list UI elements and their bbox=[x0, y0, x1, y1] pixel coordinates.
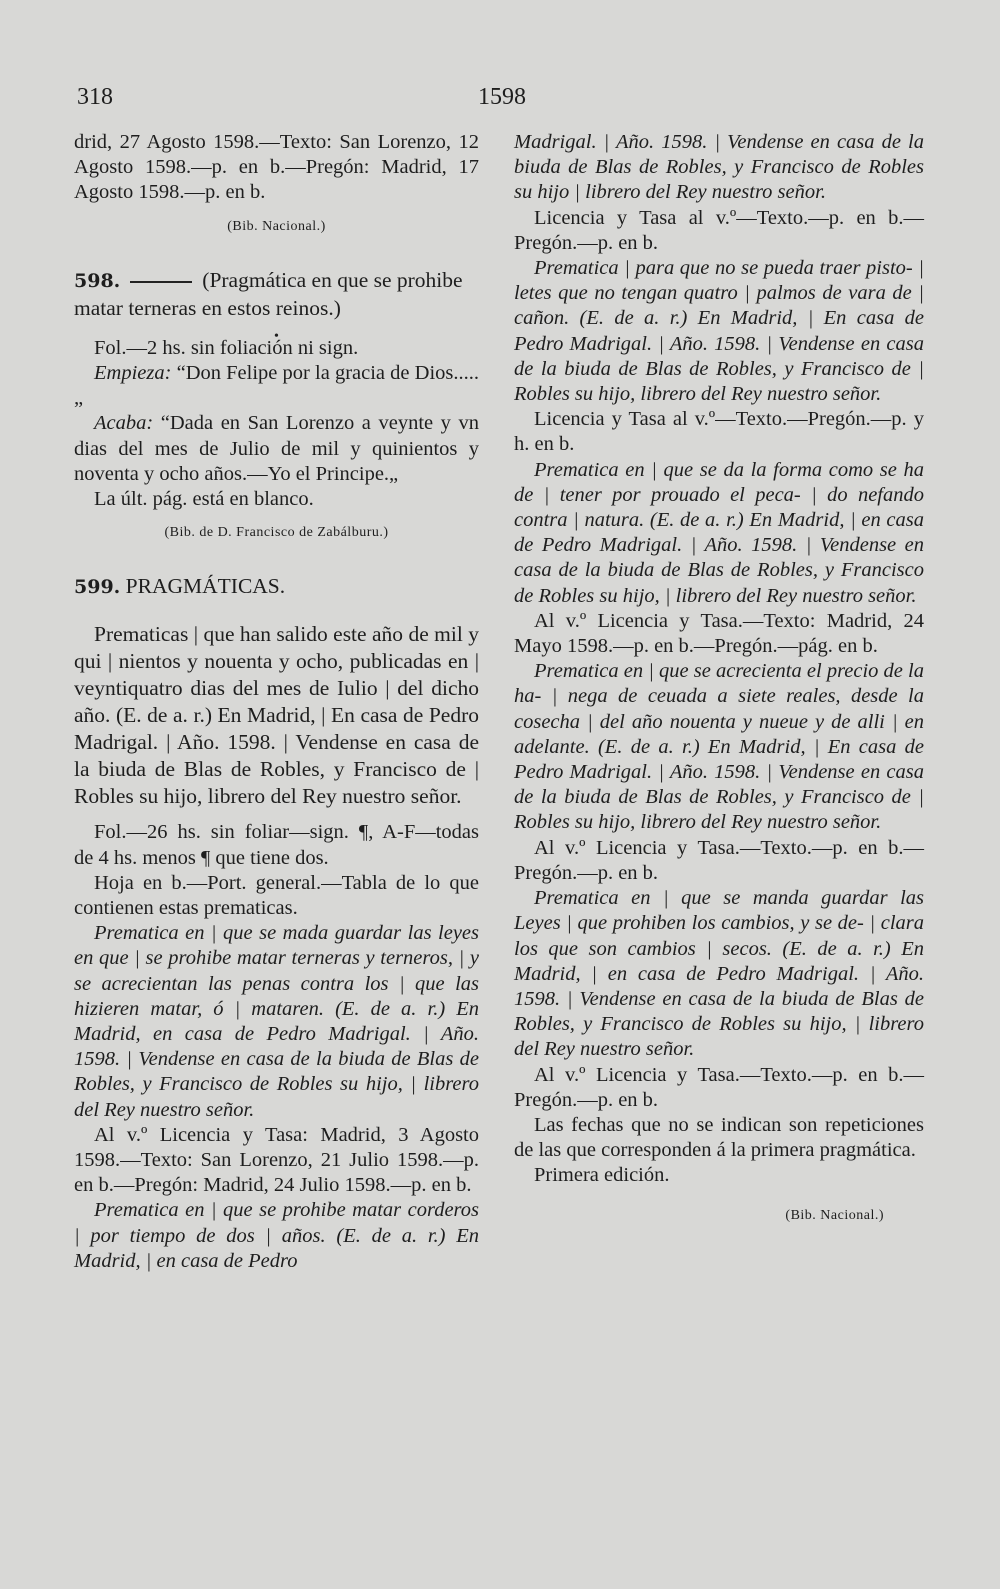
entry-598-heading bbox=[74, 267, 479, 322]
incipit-text: “Don Felipe por la gracia de Dios.....„ bbox=[74, 362, 479, 410]
license-note: Al v.º Licencia y Tasa.—Texto.—p. en b.—Pregón.—p. en b. bbox=[514, 836, 924, 884]
contents-note: Hoja en b.—Port. general.—Tabla de lo que contienen estas prematicas. bbox=[74, 871, 479, 920]
entry-title: PRAGMÁTICAS. bbox=[125, 574, 286, 599]
entry-number: 599. bbox=[74, 576, 121, 599]
running-head-year: 1598 bbox=[478, 84, 526, 110]
pragmatica-title-cont: Madrigal. | Año. 1598. | Vendense en casa de la biuda de Blas de Robles, y Francisco de Robles su hijo | librero del Rey nuestro señor. bbox=[514, 131, 924, 204]
edition-note: Primera edición. bbox=[534, 1164, 670, 1187]
incipit-label: Empieza: bbox=[94, 362, 172, 385]
pragmatica-title: Prematica en | que se acrecienta el precio de la ha- | nega de ceuada a siete reales, desde la cosecha | del año nouenta y nueue y de alli | en adelante. (E. de a. r.) En Madrid, | En casa de Pedro Madrigal. | Año. 1598. | Vendense en casa de la biuda de Blas de Robles, y Francisco de | Robles su hijo, librero del Rey nuestro señor. bbox=[514, 660, 924, 834]
pragmatica-title: Prematica en | que se da la forma como se ha de | tener por prouado el peca- | do nefando contra | natura. (E. de a. r.) En Madrid, | en casa de Pedro Madrigal. | Año. 1598. | Vendense en casa de la biuda de Blas de Robles, y Francisco de Robles su hijo, | librero del Rey nuestro señor. bbox=[514, 458, 924, 607]
license-note: Al v.º Licencia y Tasa.—Texto.—p. en b.—Pregón.—p. en b. bbox=[514, 1063, 924, 1111]
license-note: Al v.º Licencia y Tasa: Madrid, 3 Agosto 1598.—Texto: San Lorenzo, 21 Julio 1598.—p. en b.—Pregón: Madrid, 24 Julio 1598.—p. en b. bbox=[74, 1123, 479, 1197]
explicit-label: Acaba: bbox=[94, 412, 154, 435]
explicit bbox=[74, 411, 479, 487]
library-source: (Bib. Nacional.) bbox=[785, 1207, 884, 1223]
right-column bbox=[514, 130, 924, 1228]
incipit bbox=[74, 361, 479, 411]
left-column bbox=[74, 130, 479, 1274]
continued-entry-text: drid, 27 Agosto 1598.—Texto: San Lorenzo, 12 Agosto 1598.—p. en b.—Pregón: Madrid, 17 Agosto 1598.—p. en b. bbox=[74, 131, 479, 204]
pragmatica-title: Prematica en | que se prohibe matar corderos | por tiempo de dos | años. (E. de a. r.) En Madrid, | en casa de Pedro bbox=[74, 1199, 479, 1272]
pragmatica-title: Prematica en | que se manda guardar las Leyes | que prohiben los cambios, y se de- | clara los que son cambios | secos. (E. de a. r.) En Madrid, | en casa de Pedro Madrigal. | Año. 1598. | Vendense en casa de la biuda de Blas de Robles, y Francisco de Robles su hijo, | librero del Rey nuestro señor. bbox=[514, 887, 924, 1061]
dates-note: Las fechas que no se indican son repeticiones de las que corresponden á la primera pragmática. bbox=[514, 1113, 924, 1162]
library-source: (Bib. Nacional.) bbox=[227, 218, 326, 234]
license-note: Licencia y Tasa al v.º—Texto.—p. en b.—Pregón.—p. en b. bbox=[514, 206, 924, 254]
explicit-text: “Dada en San Lorenzo a veynte y vn dias del mes de Julio de mil y quinientos y noventa y ocho años.—Yo el Principe.„ bbox=[74, 412, 479, 485]
pragmatica-title: Prematica en | que se mada guardar las leyes en que | se prohibe matar terneras y terneros, | y se acrecientan las penas contra los | que las hizieren matar, ó | mataren. (E. de a. r.) En Madrid, en casa de Pedro Madrigal. | Año. 1598. | Vendense en casa de la biuda de Blas de Robles, y Francisco de Robles su hijo, | librero del Rey nuestro señor. bbox=[74, 922, 479, 1121]
entry-599-heading bbox=[74, 573, 479, 601]
license-note: Licencia y Tasa al v.º—Texto.—Pregón.—p. y h. en b. bbox=[514, 408, 924, 456]
pragmatica-title: Prematica | para que no se pueda traer pisto- | letes que no tengan quatro | palmos de vara de | cañon. (E. de a. r.) En Madrid, | En casa de Pedro Madrigal. | Año. 1598. | Vendense en casa de la biuda de Blas de Robles, y Francisco de | Robles su hijo, librero del Rey nuestro señor. bbox=[514, 257, 924, 406]
collation-fol: Fol.—26 hs. sin foliar—sign. ¶, A-F—todas de 4 hs. menos ¶ que tiene dos. bbox=[74, 821, 479, 869]
ornament-dot bbox=[74, 322, 479, 336]
collation-fol: Fol.—2 hs. sin foliación ni sign. bbox=[94, 336, 359, 359]
library-source: (Bib. de D. Francisco de Zabálburu.) bbox=[164, 525, 389, 541]
blank-page-note: La últ. pág. está en blanco. bbox=[94, 488, 314, 511]
page-number: 318 bbox=[77, 84, 113, 110]
entry-title: (Pragmática en que se prohibe matar terneras en estos reinos.) bbox=[74, 267, 463, 320]
license-note: Al v.º Licencia y Tasa.—Texto: Madrid, 24 Mayo 1598.—p. en b.—Pregón.—pág. en b. bbox=[514, 609, 924, 658]
entry-number: 598. bbox=[74, 269, 121, 292]
page-header bbox=[0, 84, 1000, 120]
title-rule bbox=[130, 281, 192, 283]
title-page-transcription: Prematicas | que han salido este año de mil y qui | nientos y nouenta y ocho, publicadas en | veyntiquatro dias del mes de Iulio | del dicho año. (E. de a. r.) En Madrid, | En casa de Pedro Madrigal. | Año. 1598. | Vendense en casa de la biuda de Blas de Robles, y Francisco de | Robles su hijo, librero del Rey nuestro señor. bbox=[74, 622, 479, 809]
